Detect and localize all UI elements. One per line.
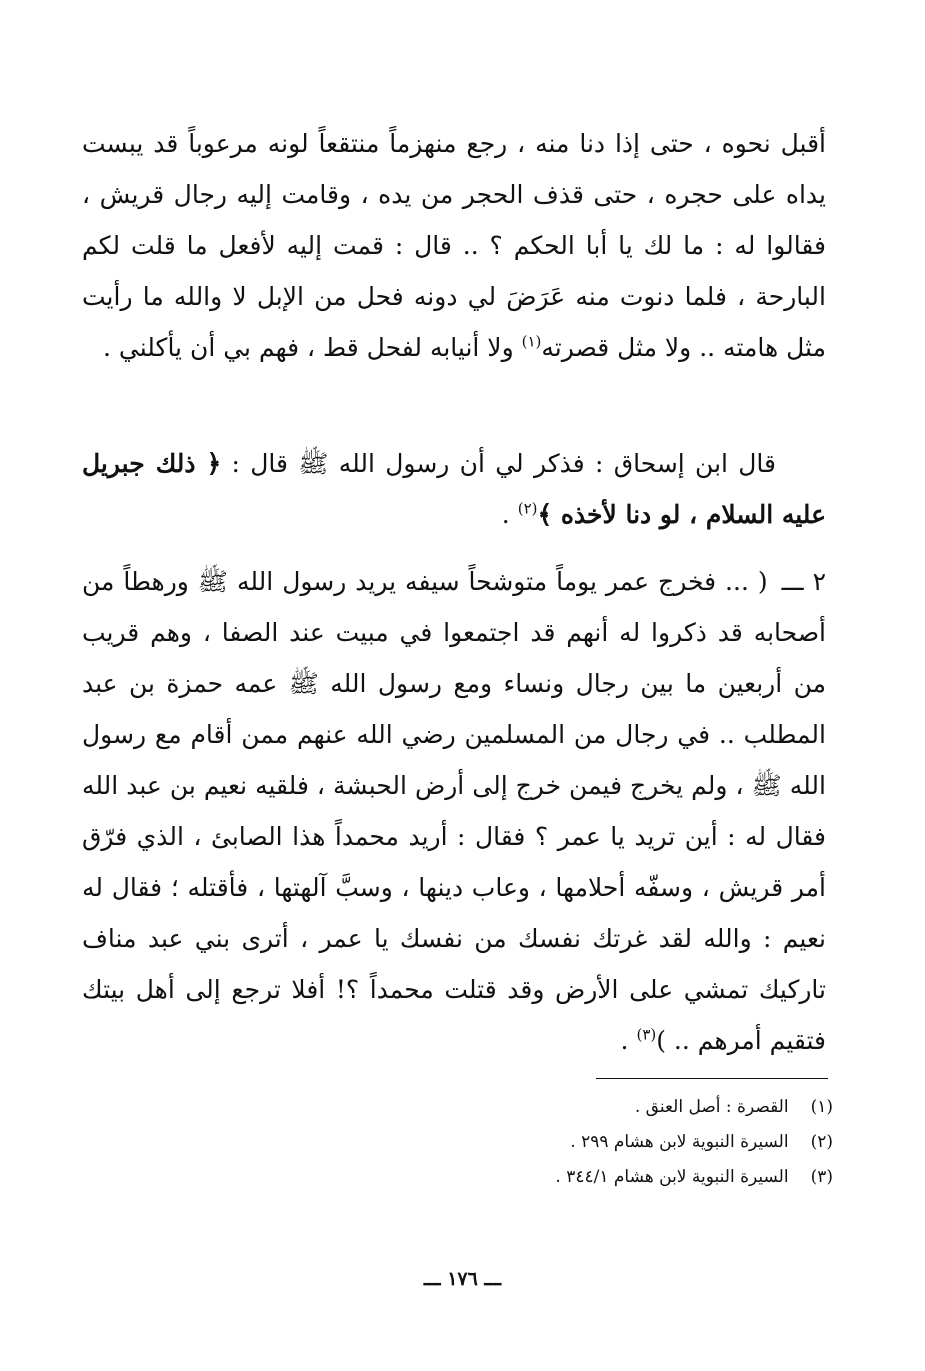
footnotes-list xyxy=(333,1090,833,1195)
footnote-item xyxy=(333,1125,833,1160)
paragraph-2-intro: قال ابن إسحاق : فذكر لي أن رسول الله ﷺ قال : xyxy=(221,449,776,478)
footnote-number: (٢) xyxy=(810,1132,833,1152)
paragraph-2-end: . xyxy=(501,500,518,529)
footnote-item xyxy=(333,1090,833,1125)
paragraph-1 xyxy=(82,118,826,373)
item-number: ٢ ـــ xyxy=(781,567,827,596)
paragraph-2-quote: ﴿ ذلك جبريل عليه السلام ، لو دنا لأخذه ﴾ xyxy=(82,449,826,529)
footnote-ref-1: (١) xyxy=(521,332,542,351)
footnote-item xyxy=(333,1160,833,1195)
footnote-ref-2: (٢) xyxy=(517,499,538,518)
footnote-number: (١) xyxy=(810,1097,833,1117)
paragraph-3 xyxy=(82,556,826,1066)
paragraph-1-end: ولا أنيابه لفحل قط ، فهم بي أن يأكلني . xyxy=(102,333,522,362)
paragraph-2 xyxy=(82,438,826,540)
footnote-ref-3: (٣) xyxy=(636,1025,657,1044)
footnote-divider xyxy=(596,1078,828,1079)
footnote-text: القصرة : أصل العنق . xyxy=(634,1097,789,1117)
page-number: ـــ ١٧٦ ـــ xyxy=(423,1268,502,1290)
paragraph-1-text: أقبل نحوه ، حتى إذا دنا منه ، رجع منهزماً منتقعاً لونه مرعوباً قد يبست يداه على حجره ، حتى قذف الحجر من يده ، وقامت إليه رجال قريش ، فقالوا له : ما لك يا أبا الحكم ؟ .. قال : قمت إليه لأفعل ما قلت لكم البارحة ، فلما دنوت منه عَرَضَ لي دونه فحل من الإبل لا والله ما رأيت مثل هامته .. ولا مثل قصرته xyxy=(82,129,826,362)
footnote-text: السيرة النبوية لابن هشام ٣٤٤/١ . xyxy=(555,1167,789,1187)
footnote-number: (٣) xyxy=(810,1167,833,1187)
paragraph-3-end: . xyxy=(620,1026,637,1055)
footnote-text: السيرة النبوية لابن هشام ٢٩٩ . xyxy=(570,1132,789,1152)
paragraph-3-text: ( ... فخرج عمر يوماً متوشحاً سيفه يريد رسول الله ﷺ ورهطاً من أصحابه قد ذكروا له أنهم قد اجتمعوا في مبيت عند الصفا ، وهم قريب من أربعين ما بين رجال ونساء ومع رسول الله ﷺ عمه حمزة بن عبد المطلب .. في رجال من المسلمين رضي الله عنهم ممن أقام مع رسول الله ﷺ ، ولم يخرج فيمن خرج إلى أرض الحبشة ، فلقيه نعيم بن عبد الله فقال له : أين تريد يا عمر ؟ فقال : أريد محمداً هذا الصابئ ، الذي فرّق أمر قريش ، وسفّه أحلامها ، وعاب دينها ، وسبَّ آلهتها ، فأقتله ؛ فقال له نعيم : والله لقد غرتك نفسك من نفسك يا عمر ، أترى بني عبد مناف تاركيك تمشي على الأرض وقد قتلت محمداً ؟! أفلا ترجع إلى أهل بيتك فتقيم أمرهم .. ) xyxy=(82,567,826,1055)
